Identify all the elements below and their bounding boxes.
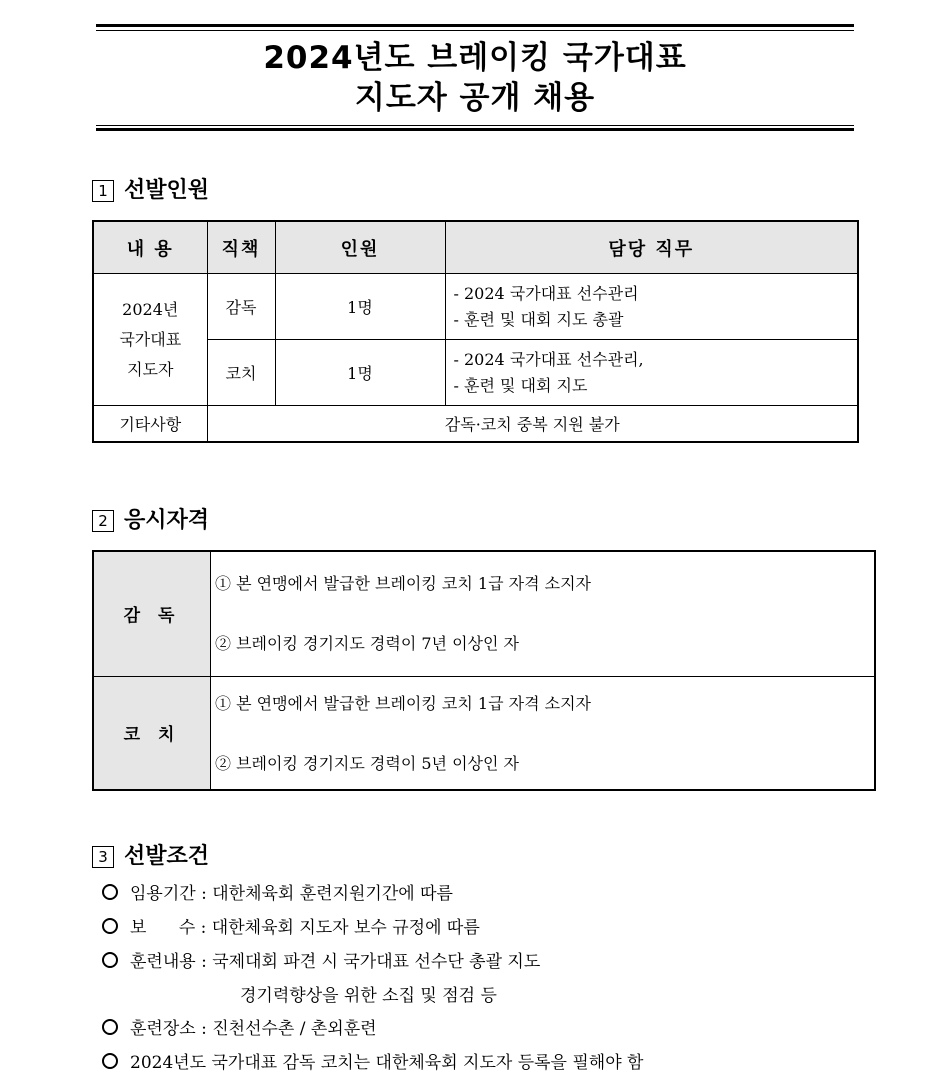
table-row (93, 340, 858, 406)
condition-text: 훈련장소 : 진천선수촌 / 촌외훈련 (130, 1019, 377, 1039)
section-number: 2 (92, 510, 114, 532)
section-heading-1 (92, 176, 209, 206)
title-rule (96, 125, 854, 126)
qualification-item: ① 본 연맹에서 발급한 브레이킹 코치 1급 자격 소지자 (215, 574, 591, 593)
title-rule (96, 30, 854, 31)
header-count: 인원 (275, 221, 445, 274)
section-title: 응시자격 (124, 508, 210, 533)
condition-text: 보 수 : 대한체육회 지도자 보수 규정에 따름 (130, 918, 480, 938)
group-label-line: 국가대표 (119, 329, 182, 349)
circle-bullet-icon (102, 952, 118, 968)
table-row (93, 551, 875, 676)
header-duties: 담당 직무 (445, 221, 858, 274)
title-line-1: 2024년도 브레이킹 국가대표 (263, 40, 687, 76)
circle-bullet-icon (102, 1019, 118, 1035)
section-number: 3 (92, 846, 114, 868)
title-line-2: 지도자 공개 채용 (354, 80, 596, 116)
header-content: 내 용 (93, 221, 207, 274)
section-number: 1 (92, 180, 114, 202)
table-header-row (93, 221, 858, 274)
table-row (93, 676, 875, 790)
circle-bullet-icon (102, 884, 118, 900)
circle-bullet-icon (102, 918, 118, 934)
condition-text: 훈련내용 : 국제대회 파견 시 국가대표 선수단 총괄 지도 (130, 952, 541, 972)
title-rule (96, 24, 854, 27)
position-cell: 코치 (207, 340, 275, 406)
recruitment-table (92, 220, 859, 443)
group-label-line: 지도자 (127, 359, 174, 379)
qualification-table (92, 550, 876, 791)
condition-text: 임용기간 : 대한체육회 훈련지원기간에 따름 (130, 884, 453, 904)
section-heading-3 (92, 842, 209, 872)
group-label-cell (93, 274, 207, 406)
qualification-cell (211, 551, 876, 676)
group-label-line: 2024년 (122, 299, 179, 319)
duty-line: - 훈련 및 대회 지도 총괄 (453, 309, 624, 329)
qualification-item: ① 본 연맹에서 발급한 브레이킹 코치 1급 자격 소지자 (215, 693, 591, 713)
role-label-cell: 감 독 (93, 551, 211, 676)
condition-text: 2024년도 국가대표 감독 코치는 대한체육회 지도자 등록을 필해야 함 (130, 1053, 644, 1073)
page-title (96, 38, 854, 118)
condition-item (102, 1014, 377, 1044)
title-rule (96, 128, 854, 131)
section-heading-2 (92, 506, 209, 536)
qualification-cell (211, 676, 876, 790)
count-cell: 1명 (275, 274, 445, 340)
section-title: 선발조건 (124, 844, 210, 869)
section-title: 선발인원 (124, 178, 210, 203)
condition-item (102, 879, 453, 909)
duty-line: - 훈련 및 대회 지도 (453, 375, 588, 395)
duty-line: - 2024 국가대표 선수관리 (453, 283, 639, 303)
circle-bullet-icon (102, 1053, 118, 1069)
condition-continuation: 경기력향상을 위한 소집 및 점검 등 (240, 986, 497, 1006)
etc-value-cell: 감독·코치 중복 지원 불가 (207, 406, 858, 442)
table-row (93, 406, 858, 442)
count-cell: 1명 (275, 340, 445, 406)
qualification-item: ② 브레이킹 경기지도 경력이 7년 이상인 자 (215, 634, 519, 653)
qualification-item: ② 브레이킹 경기지도 경력이 5년 이상인 자 (215, 753, 519, 773)
position-cell: 감독 (207, 274, 275, 340)
header-position: 직책 (207, 221, 275, 274)
duties-cell (445, 274, 858, 340)
role-label-cell: 코 치 (93, 676, 211, 790)
duties-cell (445, 340, 858, 406)
etc-label-cell: 기타사항 (93, 406, 207, 442)
condition-item (102, 1048, 643, 1078)
condition-item (102, 913, 480, 943)
condition-item (102, 947, 540, 977)
duty-line: - 2024 국가대표 선수관리, (453, 349, 644, 369)
table-row (93, 274, 858, 340)
